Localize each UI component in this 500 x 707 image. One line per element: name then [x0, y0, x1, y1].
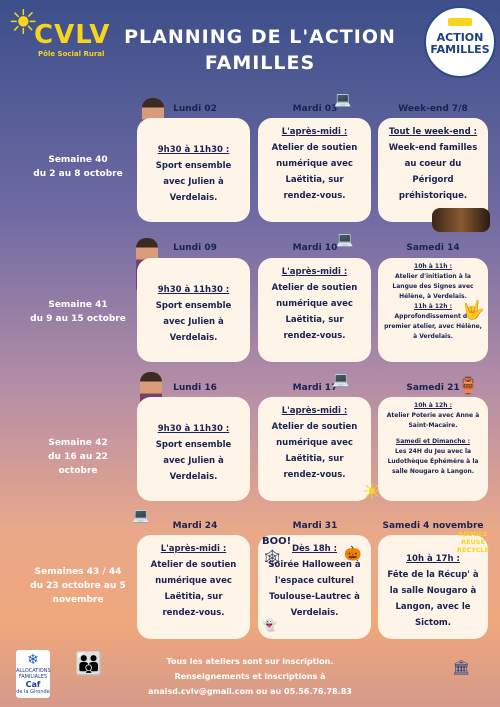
- caf-logo-line3: de la Gironde: [16, 689, 50, 695]
- laptop-icon: 💻: [332, 372, 350, 388]
- card-time: 10h à 11h :: [414, 263, 452, 270]
- card-time: Dès 18h :: [291, 544, 338, 554]
- day-header: Mardi 17: [292, 383, 338, 393]
- week-dates: du 9 au 15 octobre: [30, 314, 126, 324]
- laptop-icon: 💻: [132, 508, 150, 524]
- sign-language-hand-icon: 🤟: [462, 300, 485, 321]
- activity-card: [258, 118, 371, 222]
- card-time: 9h30 à 11h30 :: [157, 424, 230, 434]
- card-text: Atelier de soutien numérique avec Laëtitia, sur rendez-vous.: [271, 143, 358, 201]
- week-label-4: [28, 565, 128, 607]
- card-time: Tout le week-end :: [388, 127, 478, 137]
- reduce-reuse-recycle-sticker: REDUCE REUSE RECYCLE: [456, 530, 490, 554]
- card-text: Atelier de soutien numérique avec Laëtitia, sur rendez-vous.: [271, 422, 358, 480]
- week-dates: du 16 au 22 octobre: [48, 452, 108, 476]
- card-time: 9h30 à 11h30 :: [157, 285, 230, 295]
- pumpkin-icon: 🎃: [344, 546, 362, 562]
- card-time: 10h à 17h :: [406, 554, 460, 564]
- day-header: Lundi 02: [173, 104, 217, 114]
- activity-card: [258, 258, 371, 362]
- week-dates: du 2 au 8 octobre: [33, 169, 123, 179]
- day-header: Mardi 03: [292, 104, 338, 114]
- af-logo-line2: FAMILLES: [430, 43, 490, 56]
- card-text: Atelier Poterie avec Anne à Saint-Macaire.: [386, 412, 480, 429]
- ghost-icon: 👻: [262, 618, 277, 632]
- week-title: Semaine 41: [48, 300, 108, 310]
- cvlv-logo-name: CVLV: [34, 20, 111, 50]
- card-text: Week-end familles au coeur du Périgord préhistorique.: [388, 143, 478, 201]
- card-text: Soirée Halloween à l'espace culturel Toulouse-Lautrec à Verdelais.: [268, 560, 361, 618]
- card-time: 10h à 12h :: [414, 402, 452, 409]
- footer-contact: anaisd.cvlv@gmail.com ou au 05.56.76.78.83: [148, 687, 352, 696]
- week-label-1: [28, 153, 128, 181]
- card-text-2: Les 24H du Jeu avec la Ludothèque Éphémère à la salle Nougaro à Langon.: [387, 448, 479, 475]
- laptop-icon: 💻: [336, 232, 354, 248]
- card-text: Atelier d'initiation à la Langue des Signes avec Hélène, à Verdelais.: [392, 273, 474, 300]
- activity-card: [378, 397, 488, 501]
- footer-info: [110, 654, 390, 699]
- week-title: Semaine 42: [48, 438, 108, 448]
- spider-web-icon: 🕸: [262, 548, 283, 567]
- card-text: Sport ensemble avec Julien à Verdelais.: [155, 161, 232, 203]
- day-header: Lundi 16: [173, 383, 217, 393]
- laptop-icon: 💻: [334, 92, 352, 108]
- day-header: Mardi 24: [172, 521, 218, 531]
- day-header: Mardi 31: [292, 521, 338, 531]
- action-familles-logo: [424, 6, 496, 78]
- card-text: Sport ensemble avec Julien à Verdelais.: [155, 440, 232, 482]
- card-time: L'après-midi :: [281, 127, 348, 137]
- activity-card: [378, 118, 488, 222]
- week-dates: du 23 octobre au 5 novembre: [30, 581, 126, 605]
- card-time: L'après-midi :: [281, 406, 348, 416]
- week-label-2: [28, 298, 128, 326]
- footer-line2: Renseignements et inscriptions à: [174, 672, 326, 681]
- activity-card: [137, 258, 250, 362]
- card-text: Atelier de soutien numérique avec Laëtitia, sur rendez-vous.: [150, 560, 237, 618]
- partner-building-logo-icon: 🏛: [452, 660, 470, 676]
- sun-icon: ☀: [362, 480, 382, 505]
- caf-logo-line2: Caf: [25, 680, 41, 689]
- activity-card: [137, 118, 250, 222]
- cvlv-logo-subtitle: Pôle Social Rural: [38, 50, 105, 58]
- page-title-line2: FAMILLES: [204, 52, 316, 74]
- card-text: Fête de la Récup' à la salle Nougaro à Langon, avec le Sictom.: [387, 570, 479, 628]
- boo-sticker: BOO!: [262, 536, 292, 547]
- footer-line1: Tous les ateliers sont sur inscription.: [166, 657, 334, 666]
- page-title-line1: PLANNING DE L'ACTION: [124, 26, 396, 48]
- caf-logo: [16, 650, 50, 698]
- day-header: Week-end 7/8: [398, 104, 468, 114]
- card-time: L'après-midi :: [281, 267, 348, 277]
- week-title: Semaines 43 / 44: [34, 567, 122, 577]
- week-title: Semaine 40: [48, 155, 108, 165]
- week-label-3: [28, 436, 128, 478]
- card-time-2: Samedi et Dimanche :: [395, 438, 471, 445]
- family-people-logo-icon: 👪: [75, 652, 103, 677]
- activity-card: [137, 397, 250, 501]
- day-header: Samedi 4 novembre: [382, 521, 484, 531]
- snowflake-icon: ❄: [27, 652, 39, 668]
- cvlv-logo: [8, 3, 118, 61]
- activity-card: [258, 397, 371, 501]
- card-time-2: 11h à 12h :: [414, 303, 452, 310]
- day-header: Samedi 21: [406, 383, 460, 393]
- day-header: Lundi 09: [173, 243, 217, 253]
- sun-icon: ☀: [8, 3, 39, 43]
- af-logo-line1: ACTION: [436, 31, 484, 44]
- card-time: L'après-midi :: [160, 544, 227, 554]
- caf-logo-line1: ALLOCATIONS FAMILIALES: [16, 668, 51, 680]
- day-header: Samedi 14: [406, 243, 460, 253]
- card-text: Sport ensemble avec Julien à Verdelais.: [155, 301, 232, 343]
- page-title: [120, 24, 400, 76]
- cave-photo-icon: [432, 208, 490, 232]
- pottery-vase-icon: 🏺: [458, 376, 478, 395]
- card-time: 9h30 à 11h30 :: [157, 145, 230, 155]
- af-badge-icon: [448, 18, 472, 26]
- day-header: Mardi 10: [292, 243, 338, 253]
- card-text-2: Approfondissement du premier atelier, avec Hélène, à Verdelais.: [384, 313, 482, 340]
- activity-card: [137, 535, 250, 639]
- card-text: Atelier de soutien numérique avec Laëtitia, sur rendez-vous.: [271, 283, 358, 341]
